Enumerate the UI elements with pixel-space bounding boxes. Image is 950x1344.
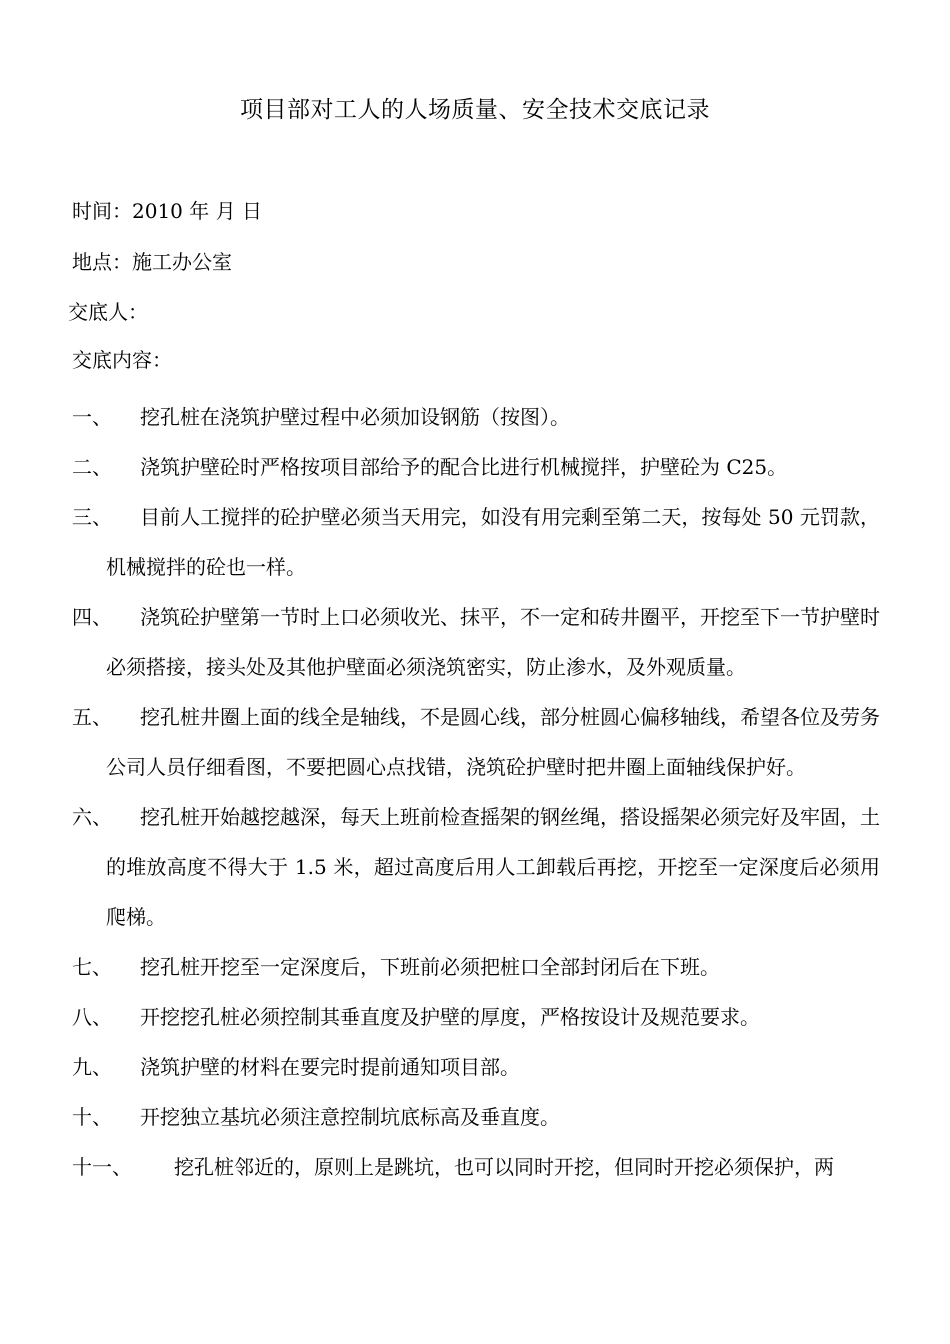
list-item — [72, 992, 880, 1042]
document-title: 项目部对工人的人场质量、安全技术交底记录 — [240, 97, 710, 123]
meta-presenter: 交底人： — [68, 300, 148, 324]
item-text: 挖孔桩井圈上面的线全是轴线，不是圆心线，部分桩圆心偏移轴线，希望各位及劳务公司人员仔细看图，不要把圆心点找错，浇筑砼护壁时把井圈上面轴线保护好。 — [106, 705, 880, 779]
item-number: 三、 — [72, 505, 112, 529]
item-text: 挖孔桩开挖至一定深度后，下班前必须把桩口全部封闭后在下班。 — [140, 955, 720, 979]
list-item — [72, 492, 880, 592]
list-item — [72, 1092, 880, 1142]
list-item — [72, 692, 880, 792]
item-text: 挖孔桩开始越挖越深，每天上班前检查摇架的钢丝绳，搭设摇架必须完好及牢固，土的堆放高度不得大于 1.5 米，超过高度后用人工卸载后再挖，开挖至一定深度后必须用爬梯。 — [106, 805, 880, 929]
list-item — [72, 1042, 880, 1092]
item-number: 七、 — [72, 955, 112, 979]
list-item — [72, 1142, 880, 1192]
item-text: 目前人工搅拌的砼护壁必须当天用完，如没有用完剩至第二天，按每处 50 元罚款，机械搅拌的砼也一样。 — [106, 505, 880, 579]
meta-content-label: 交底内容： — [72, 348, 172, 372]
meta-place: 地点：施工办公室 — [72, 250, 232, 274]
list-item — [72, 942, 880, 992]
item-text: 开挖独立基坑必须注意控制坑底标高及垂直度。 — [140, 1105, 560, 1129]
item-number: 九、 — [72, 1055, 112, 1079]
item-number: 四、 — [72, 605, 112, 629]
item-number: 十一、 — [72, 1155, 132, 1179]
item-text: 浇筑砼护壁第一节时上口必须收光、抹平，不一定和砖井圈平，开挖至下一节护壁时必须搭接，接头处及其他护壁面必须浇筑密实，防止渗水，及外观质量。 — [106, 605, 880, 679]
list-item — [72, 392, 880, 442]
list-item — [72, 592, 880, 692]
item-number: 六、 — [72, 805, 112, 829]
list-item — [72, 792, 880, 942]
item-text: 浇筑护壁的材料在要完时提前通知项目部。 — [140, 1055, 520, 1079]
item-text: 挖孔桩在浇筑护壁过程中必须加设钢筋（按图）。 — [140, 405, 570, 429]
item-number: 十、 — [72, 1105, 112, 1129]
meta-time: 时间：2010 年 月 日 — [72, 199, 262, 223]
item-text: 开挖挖孔桩必须控制其垂直度及护壁的厚度，严格按设计及规范要求。 — [140, 1005, 760, 1029]
list-item — [72, 442, 880, 492]
item-text: 挖孔桩邻近的，原则上是跳坑，也可以同时开挖，但同时开挖必须保护，两 — [174, 1155, 834, 1179]
item-text: 浇筑护壁砼时严格按项目部给予的配合比进行机械搅拌，护壁砼为 C25。 — [140, 455, 788, 479]
item-number: 八、 — [72, 1005, 112, 1029]
item-number: 一、 — [72, 405, 112, 429]
instruction-list — [72, 392, 880, 1192]
item-number: 五、 — [72, 705, 112, 729]
item-number: 二、 — [72, 455, 112, 479]
